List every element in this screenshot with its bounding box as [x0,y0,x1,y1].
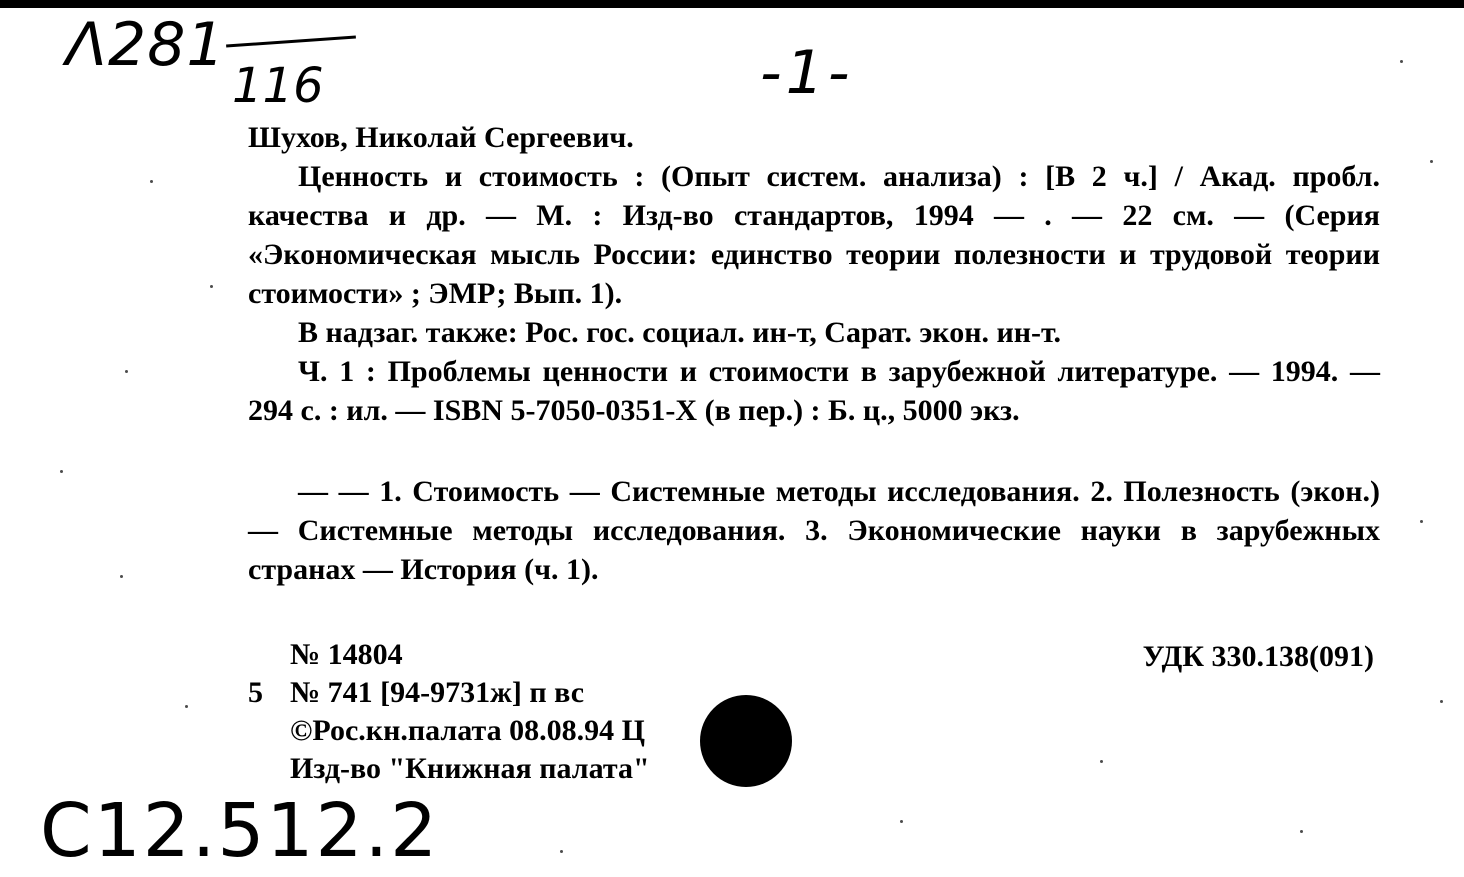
scan-speck [1420,520,1423,523]
scan-speck [1430,160,1433,163]
footer-row2-prefix: 5 [248,676,263,709]
card-title-block: Ценность и стоимость : (Опыт систем. анализа) : [В 2 ч.] / Акад. пробл. качества и др. — М. : Изд-во стандартов, 1994 — . — 22 см. — (Серия «Экономическая мысль России: единство теории полезности и трудовой теории стоимости» ; ЭМР; Вып. 1). [248,160,1380,310]
catalog-card-body [248,118,1380,589]
card-part: Ч. 1 : Проблемы ценности и стоимости в зарубежной литературе. — 1994. — 294 с. : ил. — ISBN 5-7050-0351-X (в пер.) : Б. ц., 5000 экз. [248,355,1380,427]
ink-blot-punch-hole [700,695,792,787]
card-footer [248,636,650,788]
footer-row-2 [248,674,650,712]
card-author: Шухов, Николай Сергеевич. [248,121,634,154]
footer-copyright: ©Рос.кн.палата 08.08.94 Ц [290,714,645,747]
handwritten-underline [226,35,356,47]
card-subjects: — — 1. Стоимость — Системные методы исследования. 2. Полезность (экон.) — Системные методы исследования. 3. Экономические науки в зарубежных странах — История (ч. 1). [248,475,1380,586]
footer-publisher: Изд-во "Книжная палата" [290,752,650,785]
scan-speck [1440,700,1443,703]
footer-udk: УДК 330.138(091) [1142,640,1374,673]
spacer [248,430,1380,472]
handwritten-call-number: Λ281 [66,10,226,80]
card-headnote: В надзаг. также: Рос. гос. социал. ин-т, Сарат. экон. ин-т. [298,316,1062,349]
footer-number-1: № 14804 [290,638,403,671]
scan-speck [125,370,128,373]
handwritten-page-marker: -1- [760,38,854,108]
handwritten-shelf-number: 116 [232,58,324,114]
card-top-border [0,0,1464,8]
scan-speck [60,470,63,473]
scan-speck [210,285,213,288]
scan-speck [560,850,563,853]
scan-speck [120,575,123,578]
scan-speck [1400,60,1403,63]
scan-speck [900,820,903,823]
scan-speck [150,180,153,183]
footer-number-2: № 741 [94-9731ж] п вс [290,676,585,709]
scan-speck [1300,830,1303,833]
scan-speck [185,705,188,708]
scan-speck [1100,760,1103,763]
handwritten-classification: C12.512.2 [40,788,440,874]
